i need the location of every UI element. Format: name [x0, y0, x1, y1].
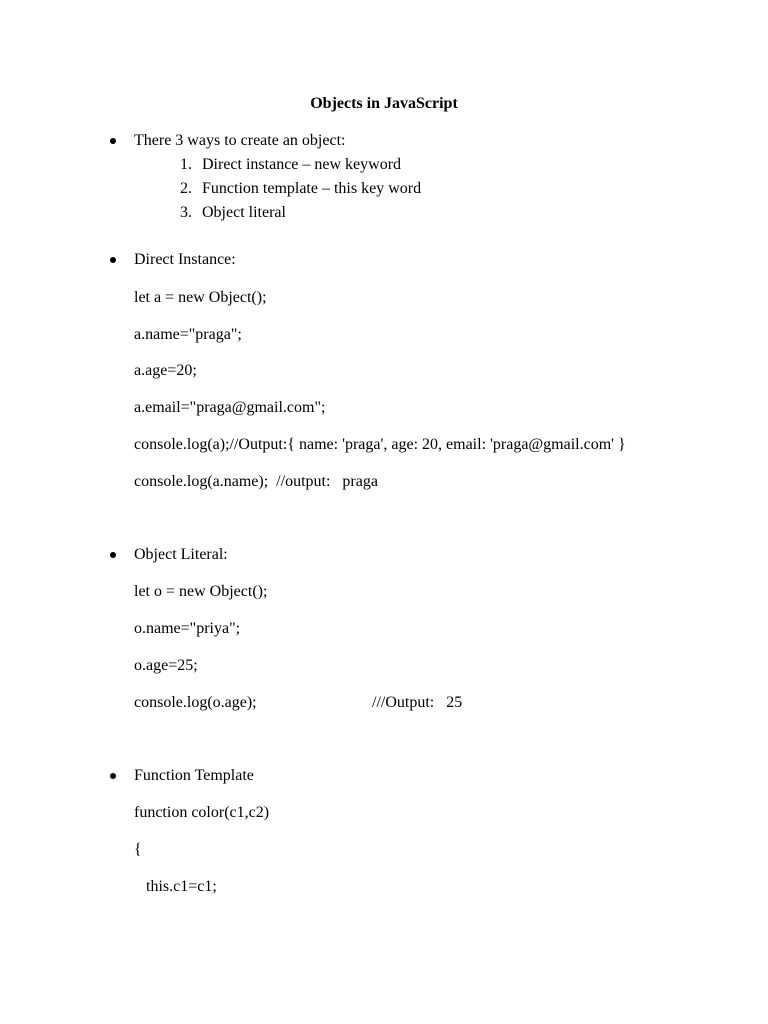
- code-line: let o = new Object();: [134, 583, 268, 600]
- intro-heading: There 3 ways to create an object:: [134, 132, 346, 149]
- list-item: Direct instance – new keyword: [202, 156, 402, 173]
- bullet-icon: [110, 138, 116, 144]
- code-line: console.log(a.name); //output: praga: [134, 473, 378, 490]
- code-line: let a = new Object();: [134, 289, 267, 306]
- list-number: 2.: [180, 180, 192, 197]
- code-line: this.c1=c1;: [134, 878, 217, 895]
- code-line: function color(c1,c2): [134, 804, 270, 821]
- section-heading-direct-instance: Direct Instance:: [134, 251, 236, 268]
- bullet-icon: [110, 773, 116, 779]
- list-item: Function template – this key word: [202, 180, 422, 197]
- list-number: 1.: [180, 156, 192, 173]
- list-item: Object literal: [202, 204, 286, 221]
- page-title: Objects in JavaScript: [310, 95, 458, 112]
- bullet-icon: [110, 257, 116, 263]
- list-number: 3.: [180, 204, 192, 221]
- code-line: o.age=25;: [134, 657, 198, 674]
- bullet-icon: [110, 552, 116, 558]
- code-line: console.log(o.age);: [134, 694, 257, 711]
- code-line: a.age=20;: [134, 362, 197, 379]
- section-heading-object-literal: Object Literal:: [134, 546, 228, 563]
- code-line: a.email="praga@gmail.com";: [134, 399, 326, 416]
- code-line: o.name="priya";: [134, 620, 241, 637]
- code-line: a.name="praga";: [134, 326, 242, 343]
- code-line: console.log(a);//Output:{ name: 'praga', age: 20, email: 'praga@gmail.com' }: [134, 436, 626, 453]
- code-comment: ///Output: 25: [372, 694, 463, 711]
- code-line: {: [134, 841, 142, 858]
- section-heading-function-template: Function Template: [134, 767, 254, 784]
